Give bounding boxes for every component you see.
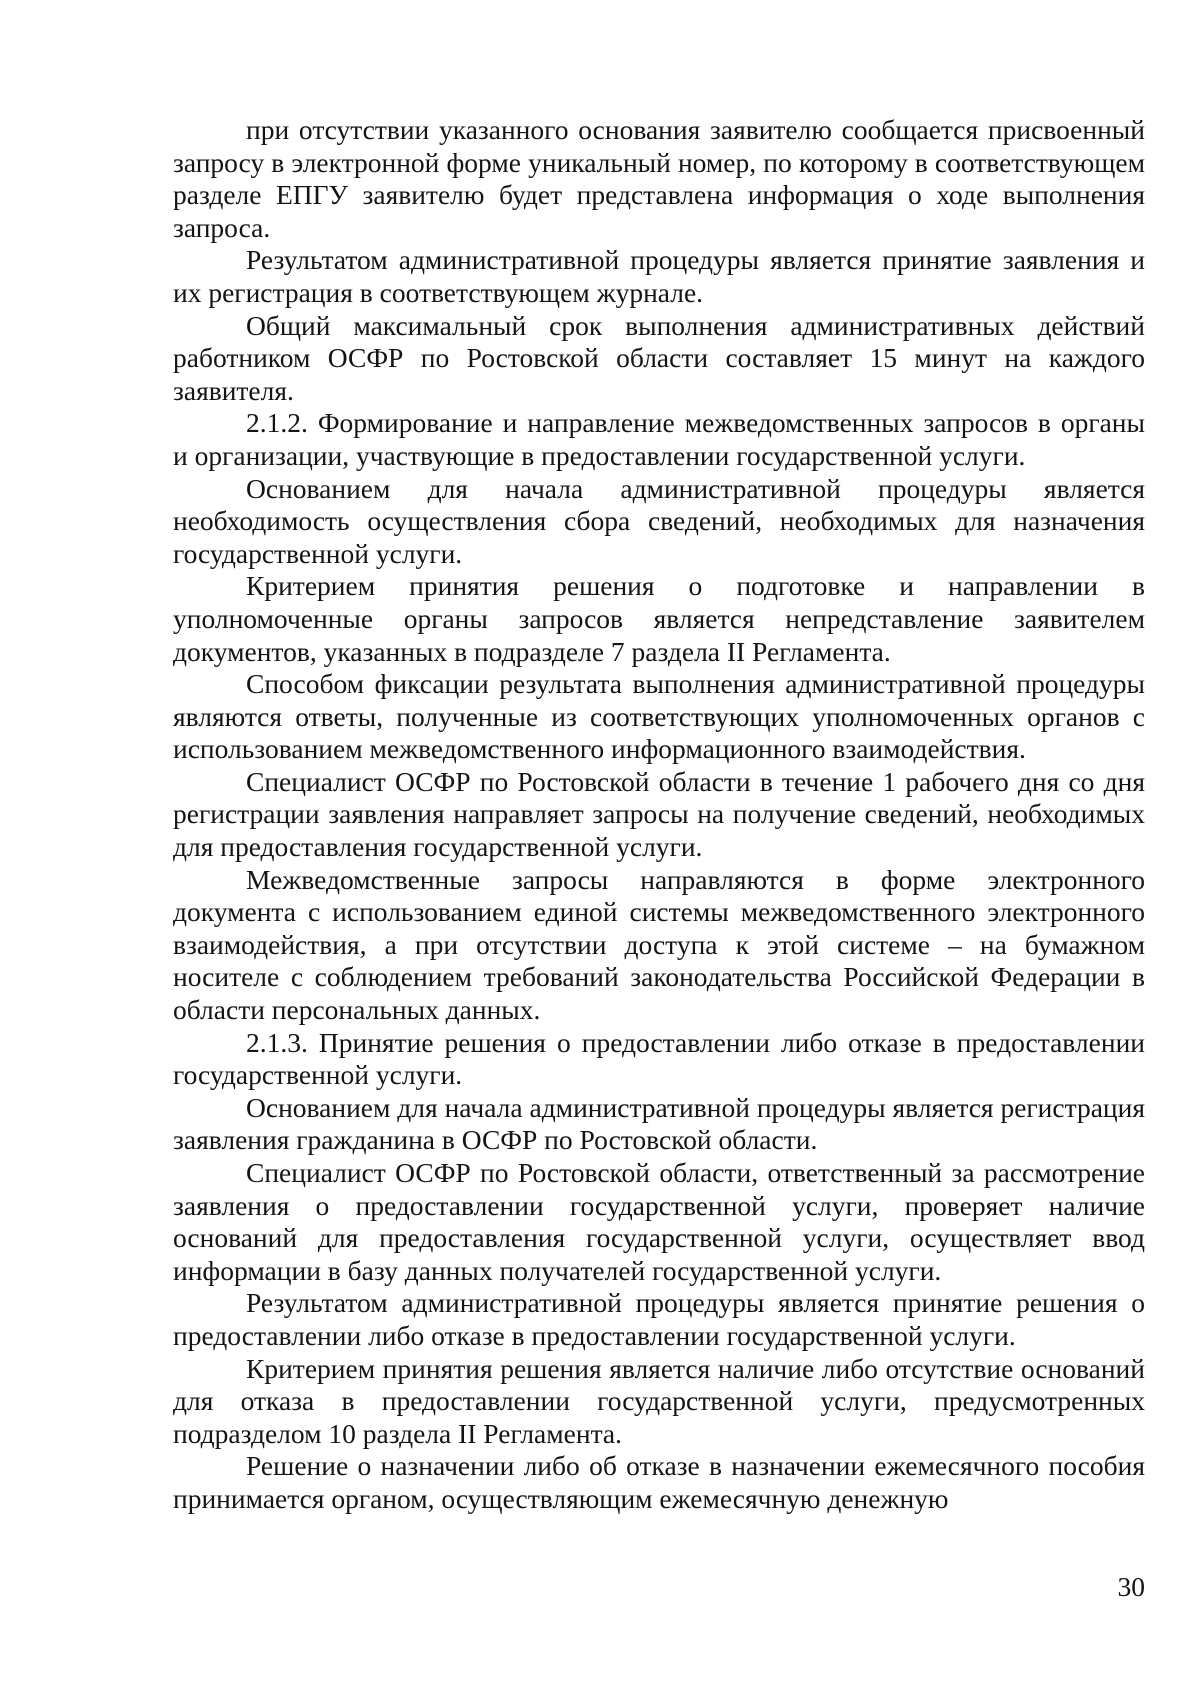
paragraph-3: Общий максимальный срок выполнения административных действий работником ОСФР по Ростовской области составляет 15 минут на каждого заявителя. bbox=[173, 309, 1145, 406]
document-body bbox=[173, 114, 1145, 1516]
paragraph-9: Межведомственные запросы направляются в форме электронного документа с использованием единой системы межведомственного электронного взаимодействия, а при отсутствии доступа к этой системе – на бумажном носителе с соблюдением требований законодательства Российской Федерации в области персональных данных. bbox=[173, 863, 1145, 1026]
paragraph-1: при отсутствии указанного основания заявителю сообщается присвоенный запросу в электронной форме уникальный номер, по которому в соответствующем разделе ЕПГУ заявителю будет представлена информация о ходе выполнения запроса. bbox=[173, 114, 1145, 243]
page-number: 30 bbox=[1117, 1571, 1145, 1602]
paragraph-13: Результатом административной процедуры является принятие решения о предоставлении либо отказе в предоставлении государственной услуги. bbox=[173, 1287, 1145, 1351]
section-heading-2-1-2: 2.1.2. Формирование и направление межведомственных запросов в органы и организации, участвующие в предоставлении государственной услуги. bbox=[173, 407, 1145, 471]
paragraph-7: Способом фиксации результата выполнения административной процедуры являются ответы, полученные из соответствующих уполномоченных органов с использованием межведомственного информационного взаимодействия. bbox=[173, 668, 1145, 765]
paragraph-12: Специалист ОСФР по Ростовской области, ответственный за рассмотрение заявления о предоставлении государственной услуги, проверяет наличие оснований для предоставления государственной услуги, осуществляет ввод информации в базу данных получателей государственной услуги. bbox=[173, 1157, 1145, 1286]
paragraph-15: Решение о назначении либо об отказе в назначении ежемесячного пособия принимается органом, осуществляющим ежемесячную денежную bbox=[173, 1450, 1145, 1514]
paragraph-6: Критерием принятия решения о подготовке и направлении в уполномоченные органы запросов является непредставление заявителем документов, указанных в подразделе 7 раздела II Регламента. bbox=[173, 570, 1145, 667]
paragraph-5: Основанием для начала административной процедуры является необходимость осуществления сбора сведений, необходимых для назначения государственной услуги. bbox=[173, 472, 1145, 569]
paragraph-2: Результатом административной процедуры является принятие заявления и их регистрация в соответствующем журнале. bbox=[173, 244, 1145, 308]
paragraph-8: Специалист ОСФР по Ростовской области в течение 1 рабочего дня со дня регистрации заявления направляет запросы на получение сведений, необходимых для предоставления государственной услуги. bbox=[173, 765, 1145, 863]
paragraph-11: Основанием для начала административной процедуры является регистрация заявления гражданина в ОСФР по Ростовской области. bbox=[173, 1091, 1145, 1156]
section-heading-2-1-3: 2.1.3. Принятие решения о предоставлении либо отказе в предоставлении государственной услуги. bbox=[173, 1026, 1145, 1091]
paragraph-14: Критерием принятия решения является наличие либо отсутствие оснований для отказа в предоставлении государственной услуги, предусмотренных подразделом 10 раздела II Регламента. bbox=[173, 1352, 1145, 1449]
